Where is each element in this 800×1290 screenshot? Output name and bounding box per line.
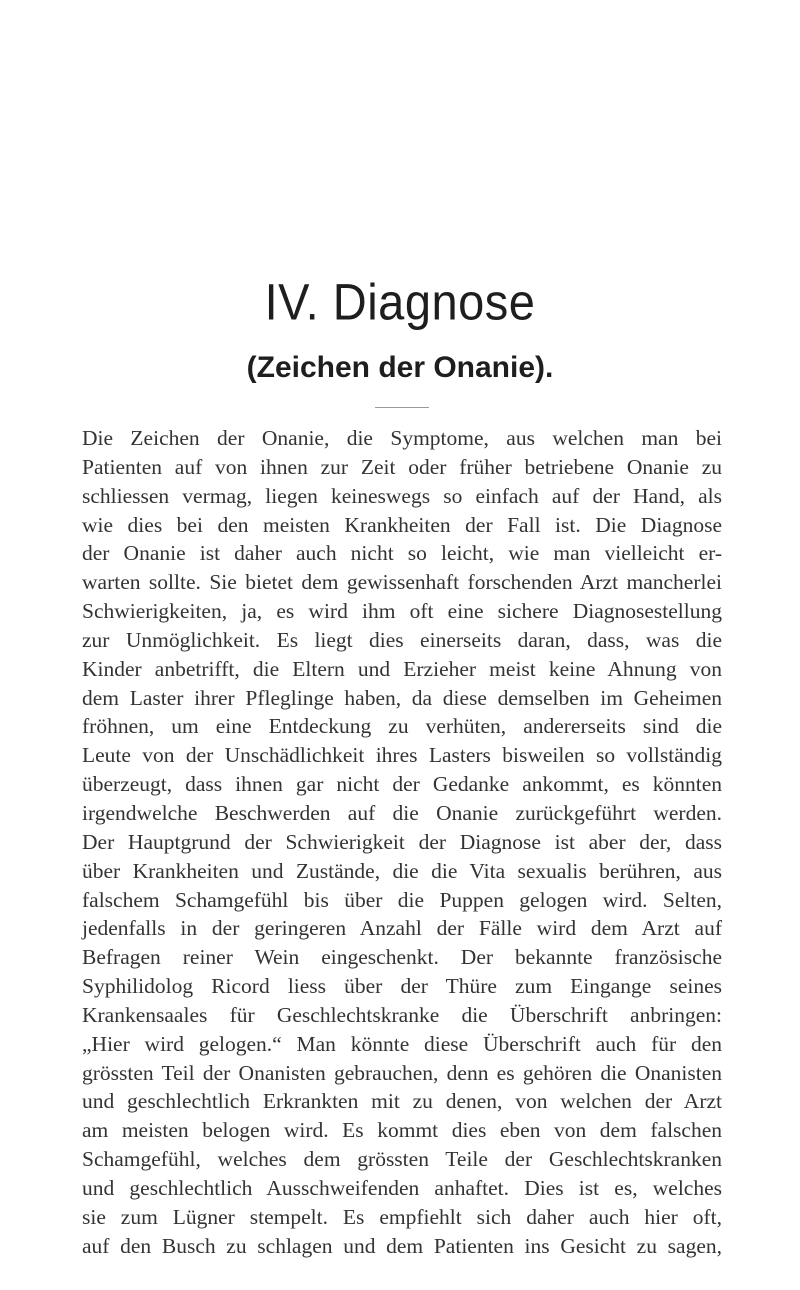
text-line: Patienten auf von ihnen zur Zeit oder früher betriebene Onanie zu [82,454,722,479]
text-line: Befragen reiner Wein eingeschenkt. Der bekannte französische [82,945,722,970]
text-line: am meisten belogen wird. Es kommt dies eben von dem falschen [82,1118,722,1143]
text-line: zur Unmöglichkeit. Es liegt dies einerseits daran, dass, was die [82,627,722,652]
text-line: und geschlechtlich Ausschweifenden anhaftet. Dies ist es, welches [82,1175,722,1200]
text-line: falschem Schamgefühl bis über die Puppen gelogen wird. Selten, [82,887,722,912]
text-line: Krankensaales für Geschlechtskranke die Überschrift anbringen: [82,1002,722,1027]
text-line: irgendwelche Beschwerden auf die Onanie zurückgeführt werden. [82,800,722,825]
text-line: sie zum Lügner stempelt. Es empfiehlt sich daher auch hier oft, [82,1204,722,1229]
text-line: über Krankheiten und Zustände, die die Vita sexualis berühren, aus [82,858,722,883]
text-line: Schamgefühl, welches dem grössten Teile der Geschlechtskranken [82,1147,722,1172]
chapter-subtitle: (Zeichen der Onanie). [246,351,554,384]
text-line: jedenfalls in der geringeren Anzahl der Fälle wird dem Arzt auf [82,916,722,941]
body-text [82,424,722,1260]
text-line: überzeugt, dass ihnen gar nicht der Gedanke ankommt, es könnten [82,772,722,797]
text-line: warten sollte. Sie bietet dem gewissenhaft forschenden Arzt mancherlei [82,570,722,595]
text-line: schliessen vermag, liegen keineswegs so einfach auf der Hand, als [82,483,722,508]
text-line: dem Laster ihrer Pfleglinge haben, da diese demselben im Geheimen [82,685,722,710]
text-line: grössten Teil der Onanisten gebrauchen, denn es gehören die Onanisten [82,1060,722,1085]
text-line: Leute von der Unschädlichkeit ihres Lasters bisweilen so vollständig [82,743,722,768]
text-line: Syphilidolog Ricord liess über der Thüre zum Eingange seines [82,974,722,999]
chapter-title: IV. Diagnose [264,272,536,331]
text-line: fröhnen, um eine Entdeckung zu verhüten, andererseits sind die [82,714,722,739]
text-line: der Onanie ist daher auch nicht so leicht, wie man vielleicht er- [82,541,722,566]
text-line: und geschlechtlich Erkrankten mit zu denen, von welchen der Arzt [82,1089,722,1114]
text-line: auf den Busch zu schlagen und dem Patienten ins Gesicht zu sagen, [82,1233,722,1258]
text-line: Der Hauptgrund der Schwierigkeit der Diagnose ist aber der, dass [82,829,722,854]
title-divider [375,407,429,408]
text-line: Die Zeichen der Onanie, die Symptome, aus welchen man bei [82,426,722,450]
text-line: wie dies bei den meisten Krankheiten der Fall ist. Die Diagnose [82,512,722,537]
text-line: Kinder anbetrifft, die Eltern und Erzieher meist keine Ahnung von [82,656,722,681]
text-line: „Hier wird gelogen.“ Man könnte diese Überschrift auch für den [82,1031,722,1056]
text-line: Schwierigkeiten, ja, es wird ihm oft eine sichere Diagnosestellung [82,599,722,624]
